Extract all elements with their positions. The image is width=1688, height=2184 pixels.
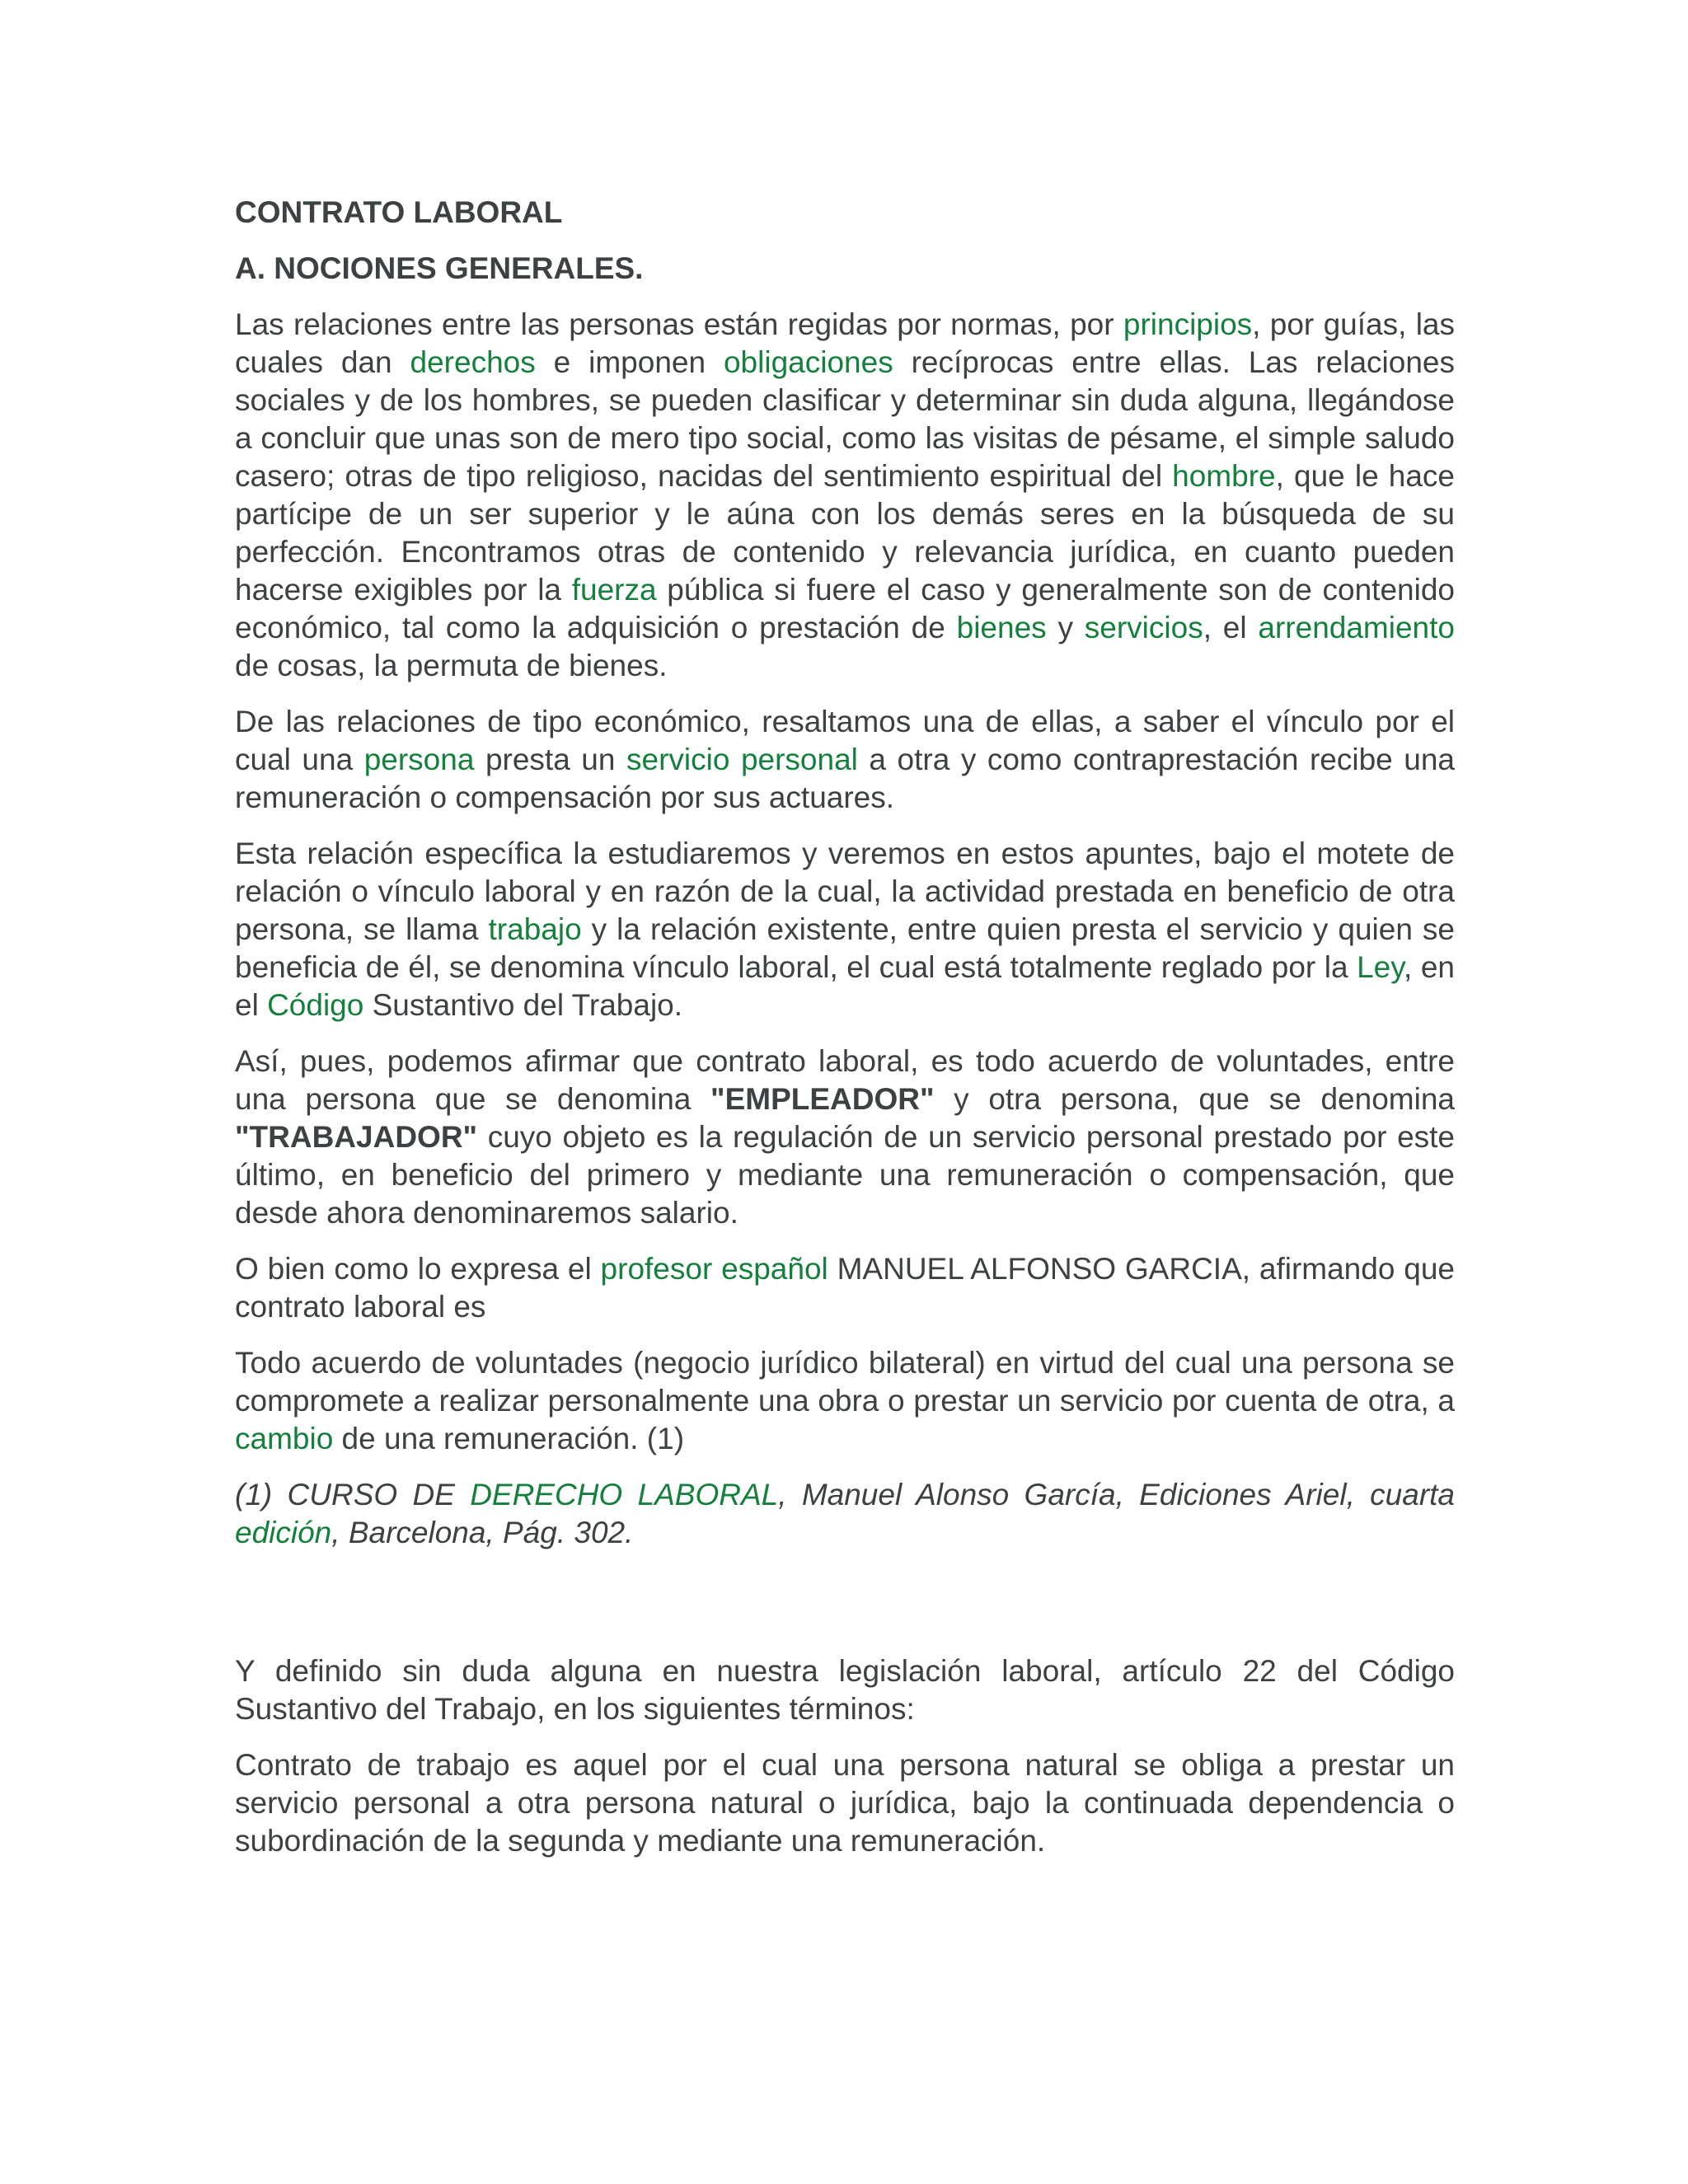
link-fuerza[interactable]: fuerza: [571, 573, 657, 607]
text-span: Esta relación específica la estudiaremos y veremos en estos apuntes, bajo el motete de relación o vínculo laboral y en razón de la cual, la actividad prestada en beneficio de otra persona, se llama: [235, 837, 1455, 946]
link-bienes[interactable]: bienes: [956, 611, 1047, 644]
link-servicio-personal[interactable]: servicio personal: [626, 743, 858, 776]
text-span: , Manuel Alonso García, Ediciones Ariel, cuarta: [778, 1478, 1455, 1511]
link-derechos[interactable]: derechos: [410, 345, 536, 379]
paragraph-definition: [235, 1043, 1455, 1232]
text-span: y: [1046, 611, 1085, 644]
text-span: MANUEL ALFONSO GARCIA, afirmando que contrato laboral es: [235, 1252, 1455, 1324]
link-principios[interactable]: principios: [1123, 307, 1253, 341]
text-span: cuyo objeto es la regulación de un servicio personal prestado por este último, en beneficio del primero y mediante una remuneración o compensación, que desde ahora denominaremos salario.: [235, 1120, 1455, 1230]
text-span: Contrato de trabajo es aquel por el cual una persona natural se obliga a prestar un servicio personal a otra persona natural o jurídica, bajo la continuada dependencia o subordinación de la segunda y mediante una remuneración.: [235, 1748, 1455, 1858]
text-span: Sustantivo del Trabajo.: [363, 988, 683, 1022]
paragraph-legislation: [235, 1652, 1455, 1728]
text-span: pública si fuere el caso y generalmente son de contenido económico, tal como la adquisición o prestación de: [235, 573, 1455, 644]
paragraph-legal-definition: [235, 1746, 1455, 1860]
text-span: a otra y como contraprestación recibe una remuneración o compensación por sus actuares.: [235, 743, 1455, 814]
link-servicios[interactable]: servicios: [1084, 611, 1203, 644]
link-arrendamiento[interactable]: arrendamiento: [1258, 611, 1455, 644]
link-profesor-espanol[interactable]: profesor español: [600, 1252, 828, 1286]
footnote-citation: [235, 1476, 1455, 1552]
text-span: , que le hace partícipe de un ser superior y le aúna con los demás seres en la búsqueda de su perfección. Encontramos otras de contenido y relevancia jurídica, en cuanto pueden hacerse exigibles por la: [235, 459, 1455, 607]
link-hombre[interactable]: hombre: [1172, 459, 1276, 493]
text-span: y otra persona, que se denomina: [934, 1082, 1455, 1116]
link-ley[interactable]: Ley: [1357, 950, 1404, 984]
text-span: , Barcelona, Pág. 302.: [331, 1516, 634, 1549]
link-obligaciones[interactable]: obligaciones: [723, 345, 893, 379]
paragraph-economic-relations: [235, 703, 1455, 817]
link-codigo[interactable]: Código: [267, 988, 364, 1022]
link-cambio[interactable]: cambio: [235, 1422, 334, 1455]
link-trabajo[interactable]: trabajo: [488, 912, 582, 946]
text-span: Todo acuerdo de voluntades (negocio jurídico bilateral) en virtud del cual una persona se compromete a realizar personalmente una obra o prestar un servicio por cuenta de otra, a: [235, 1346, 1455, 1418]
paragraph-intro: [235, 306, 1455, 685]
text-span: , por guías, las cuales dan: [235, 307, 1455, 379]
section-heading: A. NOCIONES GENERALES.: [235, 251, 644, 285]
link-persona[interactable]: persona: [363, 743, 475, 776]
term-empleador: "EMPLEADOR": [710, 1082, 935, 1116]
text-span: Las relaciones entre las personas están regidas por normas, por: [235, 307, 1123, 341]
link-edicion[interactable]: edición: [235, 1516, 332, 1549]
text-span: (1) CURSO DE: [235, 1478, 471, 1511]
text-span: de una remuneración. (1): [333, 1422, 685, 1455]
text-span: recíprocas entre ellas. Las relaciones sociales y de los hombres, se pueden clasificar y determinar sin duda alguna, llegándose a concluir que unas son de mero tipo social, como las visitas de pésame, el simple saludo casero; otras de tipo religioso, nacidas del sentimiento espiritual del: [235, 345, 1455, 493]
link-derecho-laboral[interactable]: DERECHO LABORAL: [470, 1478, 779, 1511]
document-title: CONTRATO LABORAL: [235, 195, 563, 229]
text-span: presta un: [474, 743, 626, 776]
paragraph-labor-bond: [235, 835, 1455, 1024]
paragraph-professor-quote-intro: [235, 1250, 1455, 1326]
text-span: Así, pues, podemos afirmar que contrato laboral, es todo acuerdo de voluntades, entre una persona que se denomina: [235, 1044, 1455, 1116]
text-span: O bien como lo expresa el: [235, 1252, 601, 1286]
text-span: Y definido sin duda alguna en nuestra legislación laboral, artículo 22 del Código Sustantivo del Trabajo, en los siguientes términos:: [235, 1654, 1455, 1726]
document-page: [235, 194, 1455, 1878]
term-trabajador: "TRABAJADOR": [235, 1120, 478, 1154]
text-span: , el: [1203, 611, 1259, 644]
text-span: e imponen: [535, 345, 724, 379]
text-span: de cosas, la permuta de bienes.: [235, 649, 668, 682]
text-span: De las relaciones de tipo económico, resaltamos una de ellas, a saber el vínculo por el cual una: [235, 705, 1455, 776]
paragraph-quote: [235, 1344, 1455, 1458]
text-span: y la relación existente, entre quien presta el servicio y quien se beneficia de él, se denomina vínculo laboral, el cual está totalmente reglado por la: [235, 912, 1456, 984]
text-span: , en el: [235, 950, 1456, 1022]
